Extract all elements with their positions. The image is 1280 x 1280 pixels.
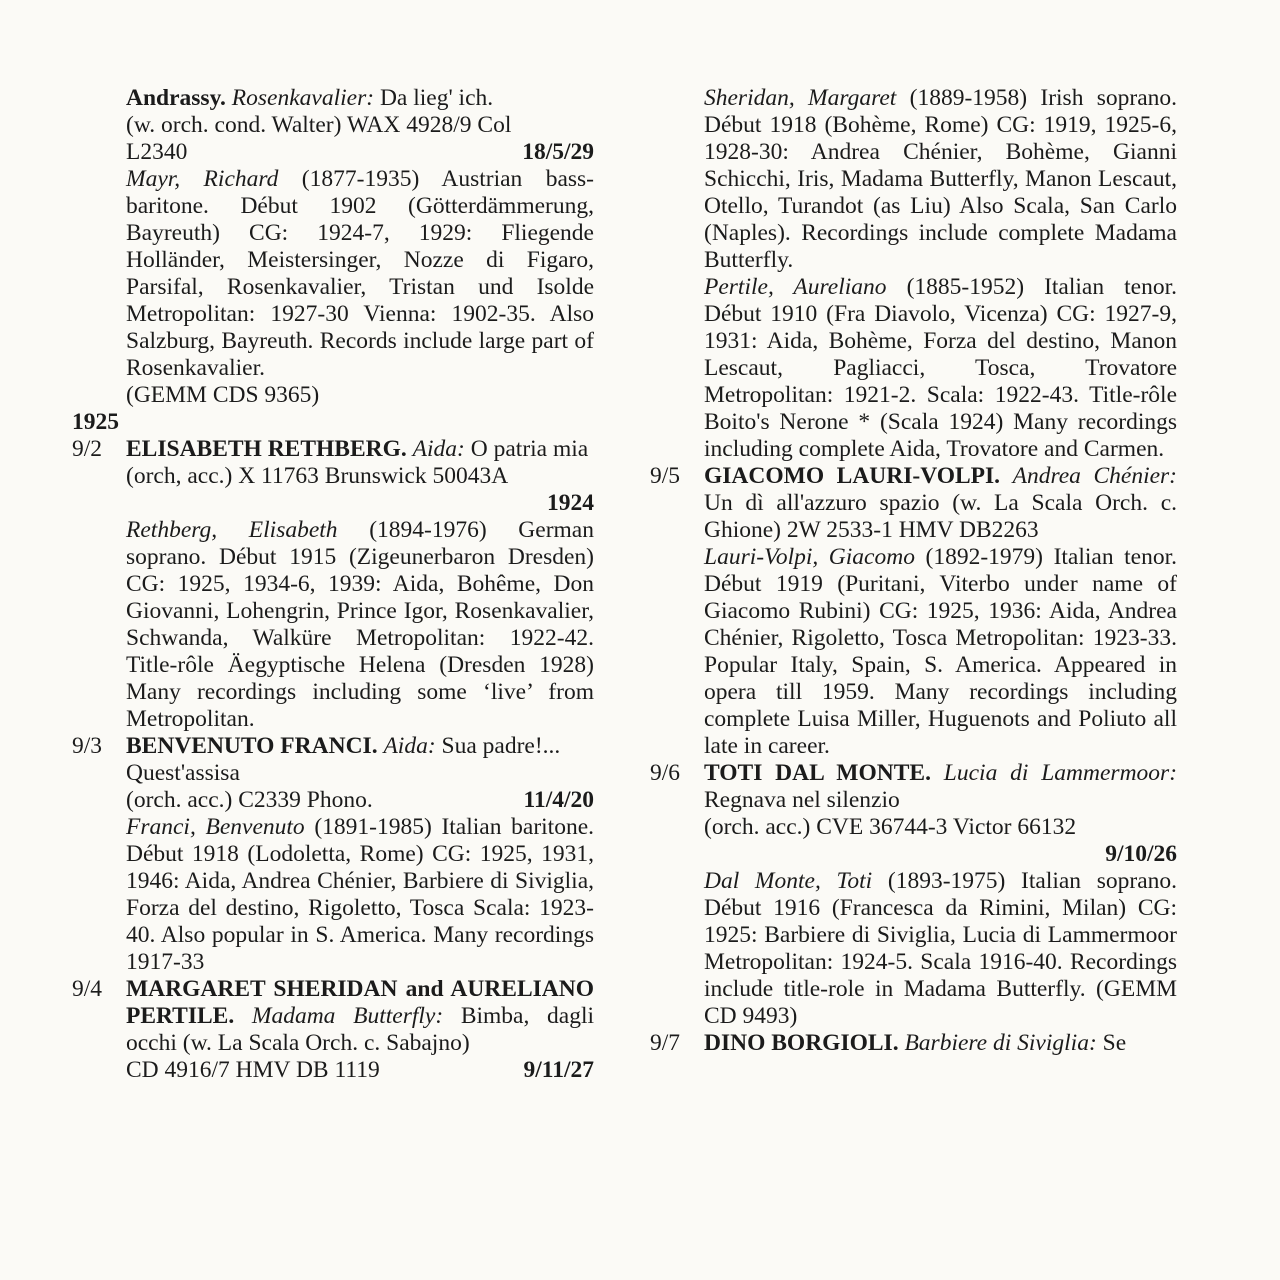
bio-name: Franci, Benvenuto: [126, 814, 305, 840]
entry-recording: CD 4916/7 HMV DB 1119: [126, 1057, 380, 1083]
entry-detail: Regnava nel silenzio: [704, 787, 900, 813]
entry-bio: [126, 166, 594, 382]
bio-text: (1892-1979) Italian tenor. Début 1919 (Puritani, Viterbo under name of Giacomo Rubini) CG: 1925, 1936: Aida, Andrea Chénier, Rigoletto, Tosca Metropolitan: 1923-33. Popular Italy, Spain, S. America. Appeared in opera till 1959. Many recordings including complete Luisa Miller, Huguenots and Poliuto all late in career.: [704, 544, 1178, 759]
entry-detail: O patria mia: [470, 436, 589, 462]
entry-bio: [126, 517, 594, 733]
entry-date: 1924: [547, 490, 594, 516]
entry-9-6: [650, 760, 1177, 1030]
entry-9-5: [650, 463, 1177, 760]
entry-andrassy: [126, 85, 594, 409]
entry-number: 9/3: [72, 733, 103, 759]
left-column: [72, 85, 594, 1084]
entry-work: Andrea Chénier:: [1012, 463, 1178, 489]
entry-detail: Un dì all'azzuro spazio (w. La Scala Orch. c. Ghione) 2W 2533-1 HMV DB2263: [704, 490, 1177, 543]
entry-detail: Da lieg' ich.: [379, 85, 494, 111]
entry-date: 11/4/20: [523, 787, 594, 813]
entry-title: ELISABETH RETHBERG.: [126, 436, 407, 462]
entry-recording: (w. orch. cond. Walter) WAX 4928/9 Col: [126, 112, 512, 138]
entry-number: 9/6: [650, 760, 681, 786]
entry-reference: (GEMM CDS 9365): [126, 382, 320, 408]
entry-title: DINO BORGIOLI.: [704, 1030, 899, 1056]
entry-date: 9/10/26: [1105, 841, 1177, 867]
entry-number: 9/2: [72, 436, 103, 462]
bio-name: Pertile, Aureliano: [704, 274, 887, 300]
entry-recording: (orch, acc.) X 11763 Brunswick 50043A: [126, 463, 509, 489]
entry-detail: Bimba, dagli occhi (w. La Scala Orch. c. Sabajno): [126, 1003, 595, 1056]
entry-number: 9/4: [72, 976, 103, 1002]
entry-date: 18/5/29: [522, 139, 594, 165]
bio-name: Rethberg, Elisabeth: [126, 517, 338, 543]
bio-pertile: [704, 274, 1177, 463]
entry-9-7: [650, 1030, 1177, 1057]
bio-name: Lauri-Volpi, Giacomo: [704, 544, 915, 570]
bio-name: Mayr, Richard: [126, 166, 279, 192]
entry-detail: Se: [1102, 1030, 1127, 1056]
bio-text: (1893-1975) Italian soprano. Début 1916 (Francesca da Rimini, Milan) CG: 1925: Barbiere di Siviglia, Lucia di Lammermoor Metropolitan: 1924-5. Scala 1916-40. Recordings include title-role in Madama Butterfly. (GEMM CD 9493): [704, 868, 1177, 1029]
entry-work: Madama Butterfly:: [251, 1003, 444, 1029]
entry-work: Barbiere di Siviglia:: [904, 1030, 1097, 1056]
entry-detail: Sua padre!... Quest'assisa: [126, 733, 561, 786]
year-heading: 1925: [72, 409, 119, 435]
entry-work: Lucia di Lammermoor:: [943, 760, 1178, 786]
entry-work: Rosenkavalier:: [231, 85, 375, 111]
entry-recording: (orch. acc.) C2339 Phono.: [126, 787, 373, 813]
entry-date: 9/11/27: [523, 1057, 594, 1083]
entry-bio: [704, 544, 1177, 760]
entry-title: GIACOMO LAURI-VOLPI.: [704, 463, 1001, 489]
entry-number: 9/7: [650, 1030, 681, 1056]
entry-work: Aida:: [412, 436, 465, 462]
entry-9-3: [72, 733, 594, 976]
entry-title: TOTI DAL MONTE.: [704, 760, 931, 786]
bio-name: Sheridan, Margaret: [704, 85, 897, 111]
entry-9-4: [72, 976, 594, 1084]
entry-bio: [704, 868, 1177, 1030]
right-column: [650, 85, 1177, 1057]
entry-title: Andrassy.: [126, 85, 226, 111]
bio-text: (1889-1958) Irish soprano. Début 1918 (Bohème, Rome) CG: 1919, 1925-6, 1928-30: Andrea Chénier, Bohème, Gianni Schicchi, Iris, Madama Butterfly, Manon Lescaut, Otello, Turandot (as Liu) Also Scala, San Carlo (Naples). Recordings include complete Madama Butterfly.: [704, 85, 1178, 273]
bio-sheridan: [704, 85, 1177, 274]
entry-title: BENVENUTO FRANCI.: [126, 733, 378, 759]
entry-title: MARGARET SHERIDAN and AURELIANO PERTILE.: [126, 976, 594, 1029]
bio-text: (1894-1976) German soprano. Début 1915 (Zigeunerbaron Dresden) CG: 1925, 1934-6, 1939: Aida, Bohême, Don Giovanni, Lohengrin, Prince Igor, Rosenkavalier, Schwanda, Walküre Metropolitan: 1922-42. Title-rôle Äegyptische Helena (Dresden 1928) Many recordings including some ‘live’ from Metropolitan.: [126, 517, 594, 732]
entry-recording: (orch. acc.) CVE 36744-3 Victor 66132: [704, 814, 1077, 840]
entry-9-2: [72, 436, 594, 733]
bio-text: (1877-1935) Austrian bass-baritone. Début 1902 (Götterdämmerung, Bayreuth) CG: 1924-7, 1929: Fliegende Holländer, Meistersinger, Nozze di Figaro, Parsifal, Rosenkavalier, Tristan und Isolde Metropolitan: 1927-30 Vienna: 1902-35. Also Salzburg, Bayreuth. Records include large part of Rosenkavalier.: [126, 166, 594, 381]
entry-catalog: L2340: [126, 139, 188, 165]
bio-text: (1885-1952) Italian tenor. Début 1910 (Fra Diavolo, Vicenza) CG: 1927-9, 1931: Aida, Bohème, Forza del destino, Manon Lescaut, Pagliacci, Tosca, Trovatore Metropolitan: 1921-2. Scala: 1922-43. Title-rôle Boito's Nerone * (Scala 1924) Many recordings including complete Aida, Trovatore and Carmen.: [704, 274, 1177, 462]
entry-bio: [126, 814, 594, 976]
entry-work: Aida:: [383, 733, 436, 759]
entry-number: 9/5: [650, 463, 681, 489]
bio-text: (1891-1985) Italian baritone. Début 1918 (Lodoletta, Rome) CG: 1925, 1931, 1946: Aida, Andrea Chénier, Barbiere di Siviglia, Forza del destino, Rigoletto, Tosca Scala: 1923-40. Also popular in S. America. Many recordings 1917-33: [126, 814, 595, 975]
bio-name: Dal Monte, Toti: [704, 868, 873, 894]
